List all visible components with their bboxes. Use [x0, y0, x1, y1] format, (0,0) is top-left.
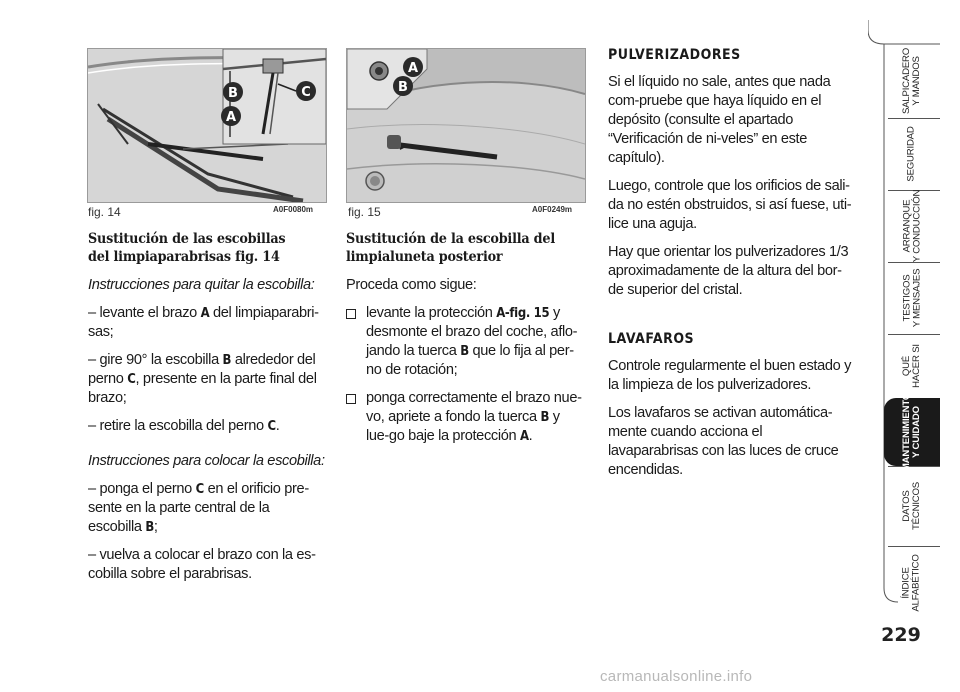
column-2	[346, 230, 586, 455]
instruction-intro: Instrucciones para colocar la escobilla:	[88, 453, 325, 469]
paragraph: Luego, controle que los orificios de sali-da no estén obstruidos, si así fuese, uti-lice una aguja.	[608, 178, 852, 232]
section-heading: Sustitución de la escobilla del limpialuneta posterior	[346, 231, 555, 265]
tab-mantenimiento[interactable]: MANTENIMIENTO Y CUIDADO	[901, 392, 922, 472]
paragraph: Controle regularmente el buen estado y la limpieza de los pulverizadores.	[608, 358, 852, 393]
column-3	[608, 46, 852, 489]
figure-14	[87, 48, 327, 203]
bullet-item: ponga correctamente el brazo nue-vo, apriete a fondo la tuerca B y lue-go baje la protección A.	[346, 389, 586, 446]
checkbox-bullet-icon	[346, 394, 356, 404]
label-b: B	[398, 80, 408, 95]
section-heading-lavafaros: LAVAFAROS	[608, 331, 695, 347]
figure-15-caption: fig. 15	[348, 205, 381, 219]
label-b: B	[228, 86, 238, 101]
tab-testigos[interactable]: TESTIGOS Y MENSAJES	[901, 268, 923, 328]
wiper-blade-illustration	[88, 49, 326, 202]
tab-datos-tecnicos[interactable]: DATOS TÉCNICOS	[900, 482, 922, 530]
section-heading: Sustitución de las escobillas del limpiaparabrisas fig. 14	[88, 231, 286, 265]
figure-15	[346, 48, 586, 203]
step: – levante el brazo A del limpiaparabri-sas;	[88, 305, 319, 340]
tab-que-hacer-si[interactable]: QUÉ HACER SI	[901, 344, 922, 388]
paragraph: Hay que orientar los pulverizadores 1/3 aproximadamente de la altura del bor-de superior del cristal.	[608, 244, 849, 298]
bullet-item: levante la protección A-fig. 15 y desmonte el brazo del coche, aflo-jando la tuerca B que lo fija al per-no de rotación;	[346, 304, 586, 380]
instruction-intro: Instrucciones para quitar la escobilla:	[88, 277, 315, 293]
checkbox-bullet-icon	[346, 309, 356, 319]
paragraph: Los lavafaros se activan automática-mente cuando acciona el lavaparabrisas con las luces de cruce encendidas.	[608, 405, 839, 478]
tab-arranque[interactable]: ARRANQUE Y CONDUCCIÓN	[901, 189, 922, 263]
step: – vuelva a colocar el brazo con la es-cobilla sobre el parabrisas.	[88, 547, 316, 582]
figure-14-caption: fig. 14	[88, 205, 121, 219]
section-heading-pulverizadores: PULVERIZADORES	[608, 47, 741, 63]
column-1	[88, 230, 326, 593]
tab-salpicadero[interactable]: SALPICADERO Y MANDOS	[901, 47, 923, 115]
tab-seguridad[interactable]: SEGURIDAD	[906, 126, 917, 182]
label-a: A	[225, 110, 237, 125]
label-c: C	[301, 85, 311, 100]
step: – retire la escobilla del perno C.	[88, 418, 280, 434]
step: – gire 90° la escobilla B alrededor del perno C, presente en la parte final del brazo;	[88, 352, 317, 406]
rear-wiper-illustration	[347, 49, 585, 202]
intro-text: Proceda como sigue:	[346, 277, 477, 293]
paragraph: Si el líquido no sale, antes que nada com-pruebe que haya líquido en el depósito (consulte el apartado “Verificación de ni-veles” en este capítulo).	[608, 74, 831, 166]
figure-14-code: A0F0080m	[273, 205, 314, 214]
step: – ponga el perno C en el orificio pre-sente en la parte central de la escobilla B;	[88, 481, 309, 535]
tab-indice[interactable]: ÍNDICE ALFABÉTICO	[901, 554, 922, 612]
figure-15-code: A0F0249m	[532, 205, 573, 214]
watermark: carmanualsonline.info	[600, 668, 753, 685]
page-number: 229	[881, 624, 921, 646]
label-a: A	[407, 61, 419, 76]
